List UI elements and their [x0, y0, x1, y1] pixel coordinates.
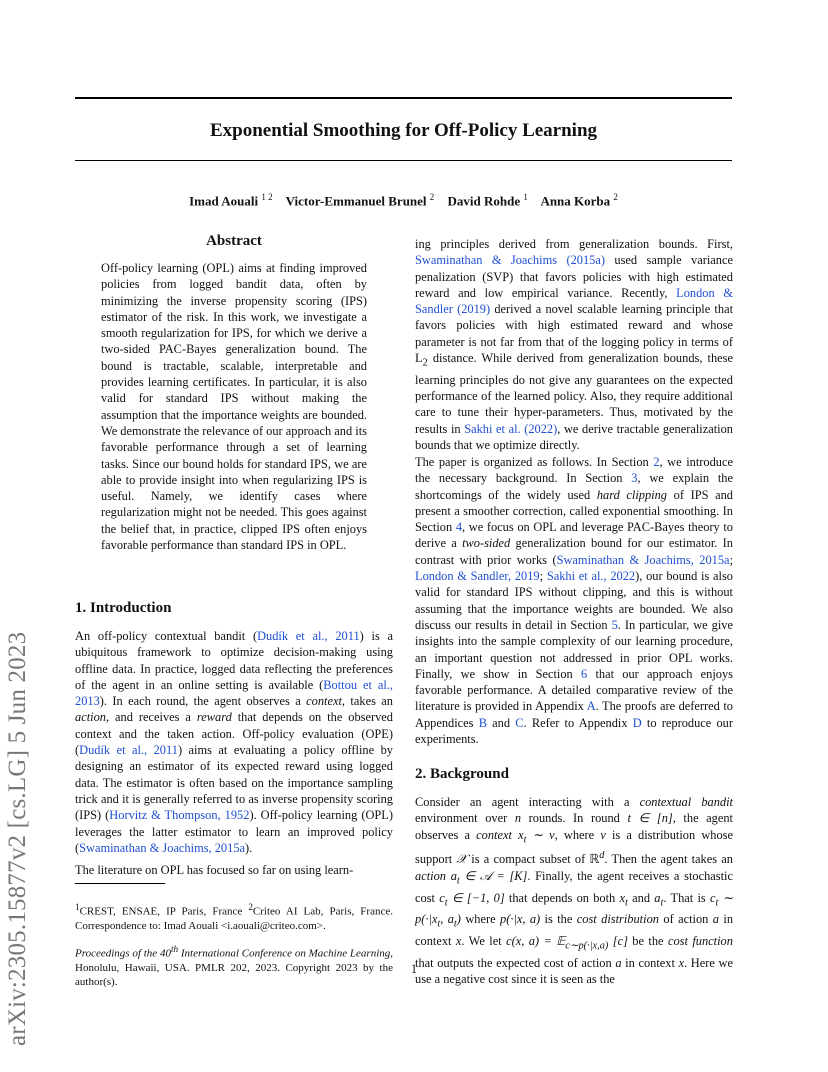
author-name: Victor-Emmanuel Brunel	[285, 193, 427, 209]
citation-link[interactable]: Dudík et al., 2011	[257, 629, 360, 643]
title-bottom-rule	[75, 160, 732, 161]
author-name: Anna Korba	[540, 193, 611, 209]
citation-link[interactable]: Swaminathan & Joachims, 2015a	[556, 552, 730, 567]
arxiv-identifier: arXiv:2305.15877v2 [cs.LG] 5 Jun 2023	[4, 631, 31, 1046]
author-name: Imad Aouali	[189, 193, 259, 209]
section-ref-link[interactable]: 6	[581, 666, 588, 681]
author-list	[75, 192, 732, 209]
citation-link[interactable]: Bottou et al., 2013	[75, 677, 393, 709]
paper-title: Exponential Smoothing for Off-Policy Learning	[209, 120, 598, 141]
affiliation-footnote: $^1$CREST, ENSAE, IP Paris, France $^2$Criteo AI Lab, Paris, France. Correspondence to: Imad Aouali <i.aouali@criteo.com>.	[75, 902, 393, 932]
citation-link[interactable]: Swaminathan & Joachims (2015a)	[415, 253, 605, 268]
appendix-ref-link[interactable]: A	[586, 699, 596, 714]
appendix-ref-link[interactable]: B	[478, 715, 487, 730]
intro-paragraph-2: The literature on OPL has focused so far on using learn-	[75, 863, 354, 877]
citation-link[interactable]: Sakhi et al., 2022	[546, 569, 636, 584]
section-ref-link[interactable]: 3	[631, 471, 638, 486]
intro-heading: 1. Introduction	[75, 600, 172, 616]
section-ref-link[interactable]: 4	[455, 520, 463, 535]
section-ref-link[interactable]: 2	[653, 455, 660, 469]
citation-link[interactable]: Swaminathan & Joachims, 2015a	[79, 840, 246, 855]
author-affiliation: 2	[429, 192, 435, 202]
author-affiliation: 1 2	[261, 192, 273, 202]
author-name: David Rohde	[447, 193, 521, 209]
abstract-heading: Abstract	[206, 233, 262, 249]
background-paragraph-1: Consider an agent interacting with a contextual bandit environment over n rounds. In round t ∈ [n], the agent observes a context $x_t$ ∼ ν, where ν is a distribution whose support 𝒳 is a compact subset of ℝ$^d$. Then the agent takes an action $a_t$ ∈ 𝒜 = [K]. Finally, the agent receives a stochastic cost $c_t$ ∈ [−1, 0] that depends on both $x_t$ and $a_t$. That is $c_t$ ∼ $p(\cdot|x_t$, $a_t$) where p(·|x, a) is the cost distribution of action a in context x. We let c(x, a) = 𝔼$_{c\sim p(\cdot|x,a)}$ [c] be the cost function that outputs the expected cost of action a in context x. Here we use a negative cost since it is seen as the	[415, 795, 734, 987]
intro-paragraph-3: ing principles derived from generalization bounds. First, Swaminathan & Joachims (2015a) used sample variance penalization (SVP) that favors policies with high estimated reward and low empirical variance. Recently, London & Sandler (2019) derived a novel scalable learning principle that favors policies with high estimated reward and whose parameter is not far from that of the logging policy in terms of $L_2$ distance. While derived from generalization bounds, these learning principles do not give any guarantees on the expected performance of the learned policy. Also, they require additional care to tune their hyper-parameters. Thus, motivated by the results in Sakhi et al. (2022), we derive tractable generalization bounds that we optimize directly.	[415, 237, 734, 453]
citation-link[interactable]: Dudík et al., 2011	[79, 743, 178, 758]
proceedings-note: Proceedings of the 40th International Conference on Machine Learning, Honolulu, Hawaii, USA. PMLR 202, 2023. Copyright 2023 by the author(s).	[75, 944, 393, 988]
appendix-ref-link[interactable]: C	[515, 715, 524, 730]
title-top-rule	[75, 97, 732, 99]
author-affiliation: 2	[613, 192, 618, 202]
citation-link[interactable]: Sakhi et al. (2022)	[464, 421, 558, 436]
citation-link[interactable]: London & Sandler (2019)	[415, 285, 733, 317]
abstract-text: Off-policy learning (OPL) aims at finding improved policies from logged bandit data, often by minimizing the inverse propensity scoring (IPS) estimator of the risk. In this work, we investigate a smooth regularization for IPS, for which we derive a two-sided PAC-Bayes generalization bound. The bound is tractable, scalable, interpretable and provides learning certificates. In particular, it is also valid for standard IPS without making the assumption that the importance weights are bounded. We demonstrate the relevance of our approach and its favorable performance through a set of learning tasks. Since our bound holds for standard IPS, we are able to provide insight into when regularizing IPS is useful. Namely, we identify cases where regularization might not be needed. This goes against the belief that, in practice, clipped IPS often enjoys favorable performance than standard IPS in OPL.	[101, 261, 367, 553]
citation-link[interactable]: London & Sandler, 2019	[415, 569, 540, 584]
footnote-rule	[75, 883, 165, 884]
page-number: 1	[410, 962, 418, 976]
appendix-ref-link[interactable]: D	[632, 715, 642, 730]
intro-paragraph-1: An off-policy contextual bandit (Dudík et al., 2011) is a ubiquitous framework to optimize decision-making using offline data. In practice, logged data reflecting the preferences of the agent in an online setting is available (Bottou et al., 2013). In each round, the agent observes a context, takes an action, and receives a reward that depends on the observed context and the taken action. Off-policy evaluation (OPE) (Dudík et al., 2011) aims at evaluating a policy offline by designing an estimator of its expected reward using logged data. The estimator is often based on the importance sampling trick and it is generally referred to as inverse propensity scoring (IPS) (Horvitz & Thompson, 1952). Off-policy learning (OPL) leverages the latter estimator to learn an improved policy (Swaminathan & Joachims, 2015a).	[75, 629, 394, 855]
citation-link[interactable]: Horvitz & Thompson, 1952	[109, 808, 250, 823]
background-heading: 2. Background	[415, 766, 509, 782]
author-affiliation: 1	[523, 192, 528, 202]
section-ref-link[interactable]: 5	[611, 617, 618, 632]
intro-paragraph-4: The paper is organized as follows. In Section 2, we introduce the necessary background. In Section 3, we explain the shortcomings of the widely used hard clipping of IPS and present a smoother correction, called exponential smoothing. In Section 4, we focus on OPL and leverage PAC-Bayes theory to derive a two-sided generalization bound for our estimator. In contrast with prior works (Swaminathan & Joachims, 2015a; London & Sandler, 2019; Sakhi et al., 2022), our bound is also valid for standard IPS without clipping, and this is without assuming that the importance weights are bounded. We also discuss our results in detail in Section 5. In particular, we give insights into the sample complexity of our learning procedure, an important question not addressed in prior OPL works. Finally, we show in Section 6 that our approach enjoys favorable performance. A detailed comparative review of the literature is provided in Appendix A. The proofs are deferred to Appendices B and C. Refer to Appendix D to reproduce our experiments.	[415, 455, 734, 747]
